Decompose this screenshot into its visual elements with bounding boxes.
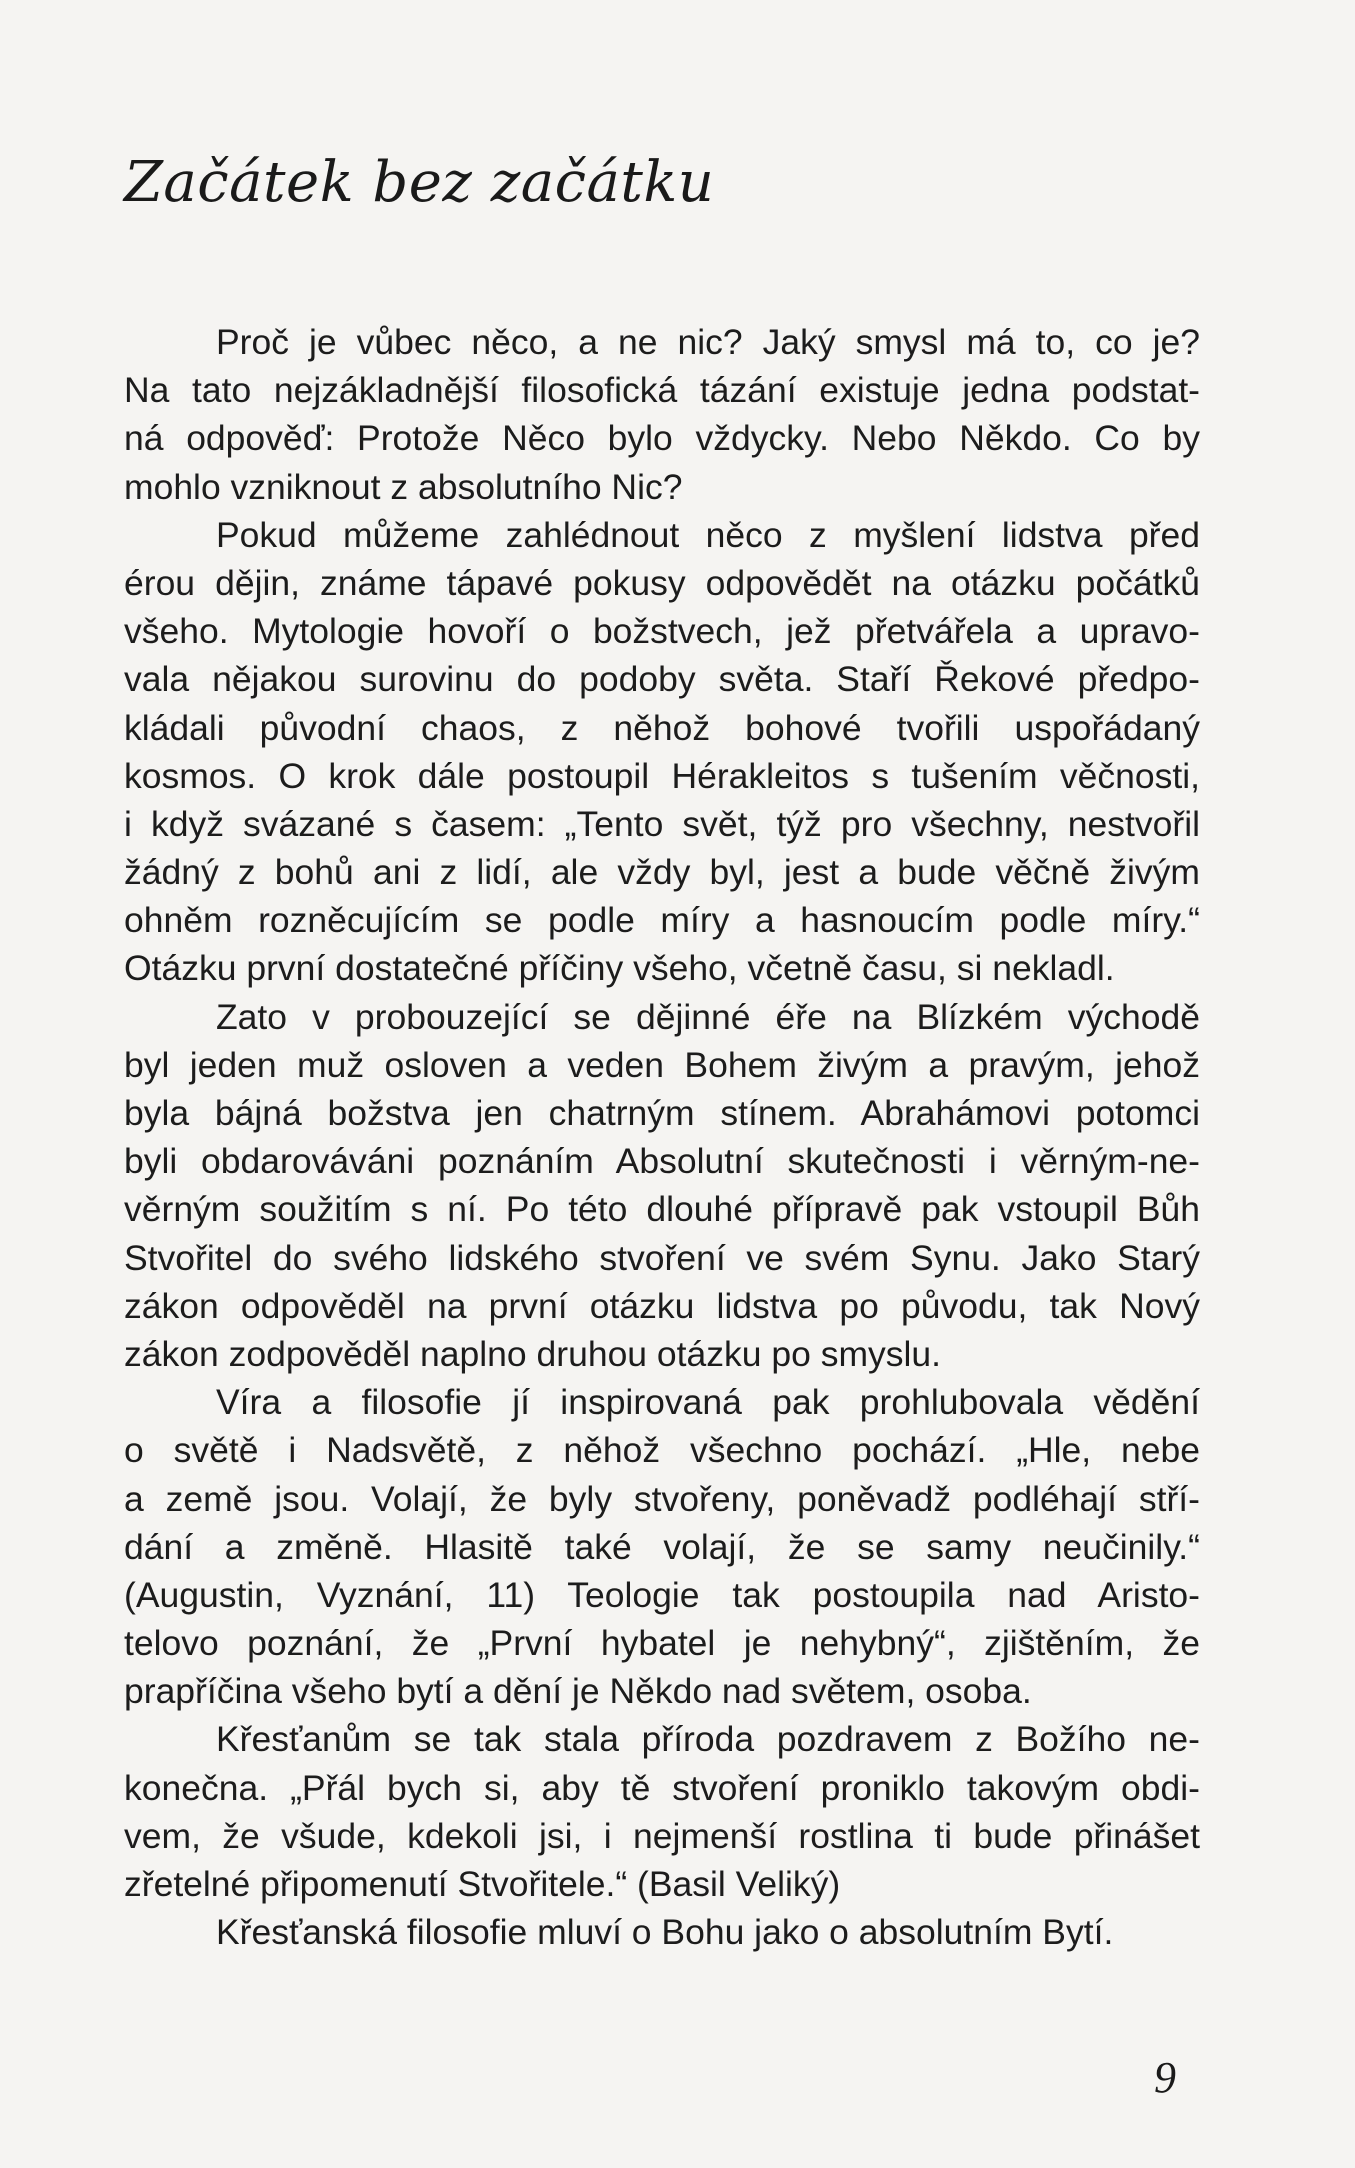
text-line: byli obdarováváni poznáním Absolutní skutečnosti i věrným-ne-: [124, 1141, 1200, 1182]
text-line: érou dějin, známe tápavé pokusy odpovědět na otázku počátků: [124, 562, 1200, 603]
text-line: Křesťanská filosofie mluví o Bohu jako o absolutním Bytí.: [216, 1912, 1114, 1953]
text-line: všeho. Mytologie hovoří o božstvech, jež přetvářela a upravo-: [124, 611, 1200, 652]
page-number: 9: [1154, 2053, 1176, 2102]
text-line: kosmos. O krok dále postoupil Hérakleitos s tušením věčnosti,: [124, 755, 1200, 796]
chapter-title: Začátek bez začátku: [124, 150, 715, 215]
text-line: zákon odpověděl na první otázku lidstva po původu, tak Nový: [124, 1285, 1200, 1326]
text-line: ohněm rozněcujícím se podle míry a hasnoucím podle míry.“: [124, 900, 1200, 941]
text-line: vala nějakou surovinu do podoby světa. Staří Řekové předpo-: [124, 659, 1200, 700]
text-line: Křesťanům se tak stala příroda pozdravem z Božího ne-: [216, 1719, 1200, 1760]
text-line: Otázku první dostatečné příčiny všeho, včetně času, si nekladl.: [124, 948, 1115, 989]
text-line: vem, že všude, kdekoli jsi, i nejmenší rostlina ti bude přinášet: [124, 1815, 1200, 1856]
text-line: ná odpověď: Protože Něco bylo vždycky. Nebo Někdo. Co by: [124, 418, 1200, 459]
text-line: (Augustin, Vyznání, 11) Teologie tak postoupila nad Aristo-: [124, 1574, 1200, 1615]
text-line: Pokud můžeme zahlédnout něco z myšlení lidstva před: [216, 514, 1200, 555]
text-line: Na tato nejzákladnější filosofická tázání existuje jedna podstat-: [124, 370, 1200, 411]
text-line: zřetelné připomenutí Stvořitele.“ (Basil Veliký): [124, 1864, 841, 1904]
text-line: Zato v probouzející se dějinné éře na Blízkém východě: [216, 996, 1200, 1037]
text-line: konečna. „Přál bych si, aby tě stvoření proniklo takovým obdi-: [124, 1767, 1200, 1808]
text-line: o světě i Nadsvětě, z něhož všechno pochází. „Hle, nebe: [124, 1430, 1200, 1471]
text-line: Proč je vůbec něco, a ne nic? Jaký smysl má to, co je?: [216, 322, 1200, 362]
text-line: mohlo vzniknout z absolutního Nic?: [124, 466, 683, 507]
text-line: Stvořitel do svého lidského stvoření ve svém Synu. Jako Starý: [124, 1237, 1200, 1278]
text-line: telovo poznání, že „První hybatel je nehybný“, zjištěním, že: [124, 1623, 1200, 1664]
text-line: Víra a filosofie jí inspirovaná pak prohlubovala vědění: [216, 1382, 1200, 1423]
text-line: byl jeden muž osloven a veden Bohem živým a pravým, jehož: [124, 1044, 1200, 1085]
text-line: žádný z bohů ani z lidí, ale vždy byl, jest a bude věčně živým: [124, 852, 1200, 893]
text-line: zákon zodpověděl naplno druhou otázku po smyslu.: [124, 1333, 942, 1374]
text-line: kládali původní chaos, z něhož bohové tvořili uspořádaný: [124, 707, 1200, 748]
text-line: prapříčina všeho bytí a dění je Někdo nad světem, osoba.: [124, 1671, 1032, 1712]
text-line: byla bájná božstva jen chatrným stínem. Abrahámovi potomci: [124, 1093, 1200, 1133]
text-line: i když svázané s časem: „Tento svět, týž pro všechny, nestvořil: [124, 803, 1200, 844]
text-line: dání a změně. Hlasitě také volají, že se samy neučinily.“: [124, 1526, 1200, 1567]
text-line: věrným soužitím s ní. Po této dlouhé přípravě pak vstoupil Bůh: [124, 1189, 1200, 1230]
body-text: [124, 318, 1200, 1956]
text-line: a země jsou. Volají, že byly stvořeny, poněvadž podléhají stří-: [124, 1478, 1200, 1519]
